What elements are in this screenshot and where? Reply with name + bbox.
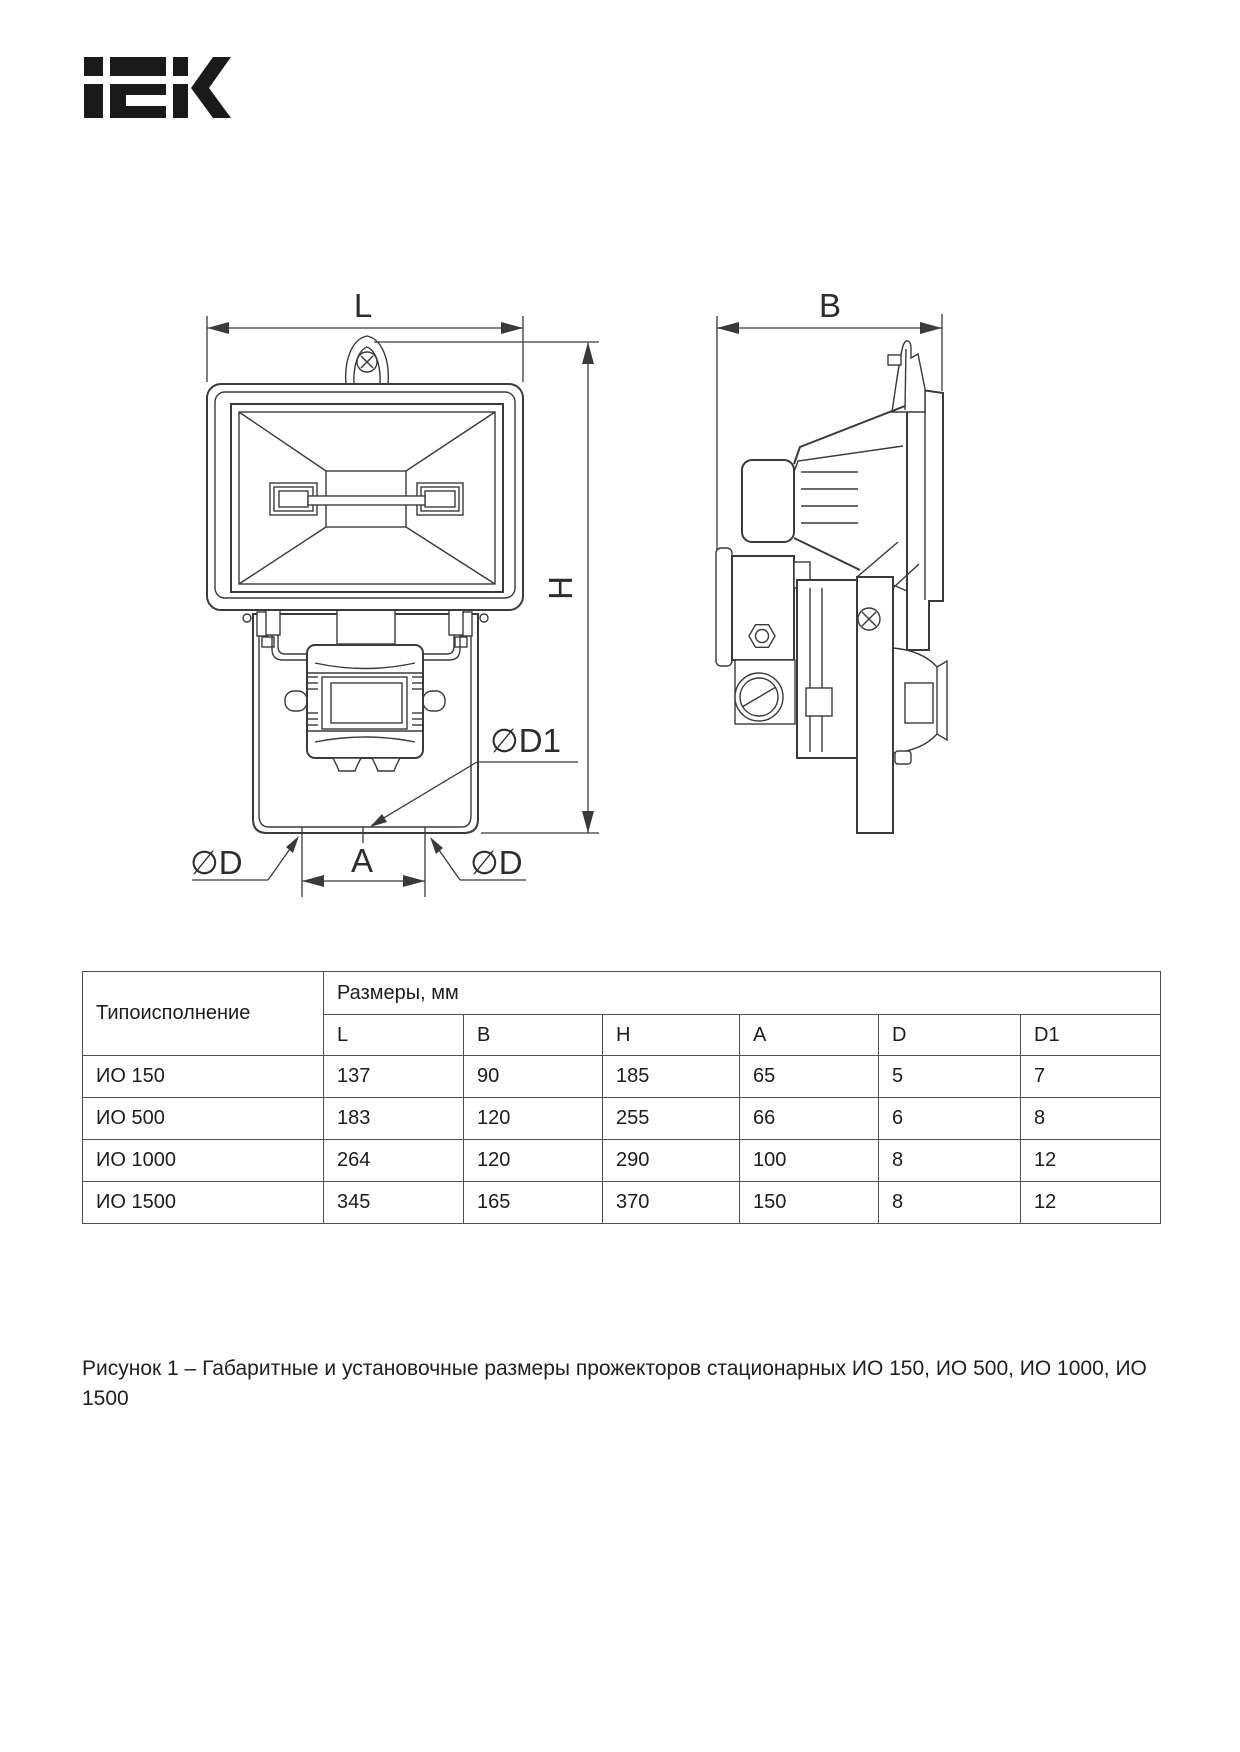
- value-cell: 8: [879, 1140, 1021, 1182]
- type-cell: ИО 150: [83, 1056, 324, 1098]
- value-cell: 264: [324, 1140, 464, 1182]
- value-cell: 120: [464, 1140, 603, 1182]
- hanging-loop: [346, 336, 389, 384]
- type-cell: ИО 500: [83, 1098, 324, 1140]
- dim-label-d1: ∅D1: [490, 722, 561, 759]
- sensor-unit: [285, 645, 445, 771]
- dim-label-b: B: [818, 287, 842, 324]
- column-header: B: [464, 1015, 603, 1056]
- value-cell: 12: [1021, 1140, 1161, 1182]
- column-header: A: [740, 1015, 879, 1056]
- value-cell: 6: [879, 1098, 1021, 1140]
- type-cell: ИО 1500: [83, 1182, 324, 1224]
- table-row: [83, 1140, 1161, 1182]
- value-cell: 7: [1021, 1056, 1161, 1098]
- table-row: [83, 1056, 1161, 1098]
- column-header: D1: [1021, 1015, 1161, 1056]
- type-header-cell: Типоисполнение: [83, 972, 324, 1056]
- value-cell: 255: [603, 1098, 740, 1140]
- dim-label-h: H: [542, 576, 579, 600]
- dim-label-d-left: ∅D: [190, 844, 243, 881]
- value-cell: 66: [740, 1098, 879, 1140]
- value-cell: 8: [1021, 1098, 1161, 1140]
- value-cell: 5: [879, 1056, 1021, 1098]
- value-cell: 165: [464, 1182, 603, 1224]
- value-cell: 12: [1021, 1182, 1161, 1224]
- table-row: [83, 1098, 1161, 1140]
- column-header: H: [603, 1015, 740, 1056]
- value-cell: 120: [464, 1098, 603, 1140]
- figure-caption: Рисунок 1 – Габаритные и установочные размеры прожекторов стационарных ИО 150, ИО 500, ИО 1000, ИО 1500: [82, 1357, 1147, 1410]
- value-cell: 100: [740, 1140, 879, 1182]
- iek-logo: [84, 57, 231, 118]
- dim-label-l: L: [353, 287, 373, 324]
- value-cell: 137: [324, 1056, 464, 1098]
- value-cell: 183: [324, 1098, 464, 1140]
- table-row: [83, 1182, 1161, 1224]
- dimensions-table: [82, 971, 1161, 1224]
- value-cell: 370: [603, 1182, 740, 1224]
- column-header: L: [324, 1015, 464, 1056]
- dimensions-header-cell: Размеры, мм: [324, 972, 1161, 1015]
- side-view: [716, 287, 947, 833]
- type-cell: ИО 1000: [83, 1140, 324, 1182]
- value-cell: 290: [603, 1140, 740, 1182]
- value-cell: 65: [740, 1056, 879, 1098]
- dim-label-d-right: ∅D: [470, 844, 523, 881]
- table-header-row: [83, 972, 1161, 1015]
- column-header: D: [879, 1015, 1021, 1056]
- value-cell: 8: [879, 1182, 1021, 1224]
- front-view: [190, 287, 599, 897]
- value-cell: 345: [324, 1182, 464, 1224]
- value-cell: 185: [603, 1056, 740, 1098]
- value-cell: 150: [740, 1182, 879, 1224]
- dim-label-a: A: [350, 842, 374, 879]
- junction-box: [716, 548, 810, 724]
- value-cell: 90: [464, 1056, 603, 1098]
